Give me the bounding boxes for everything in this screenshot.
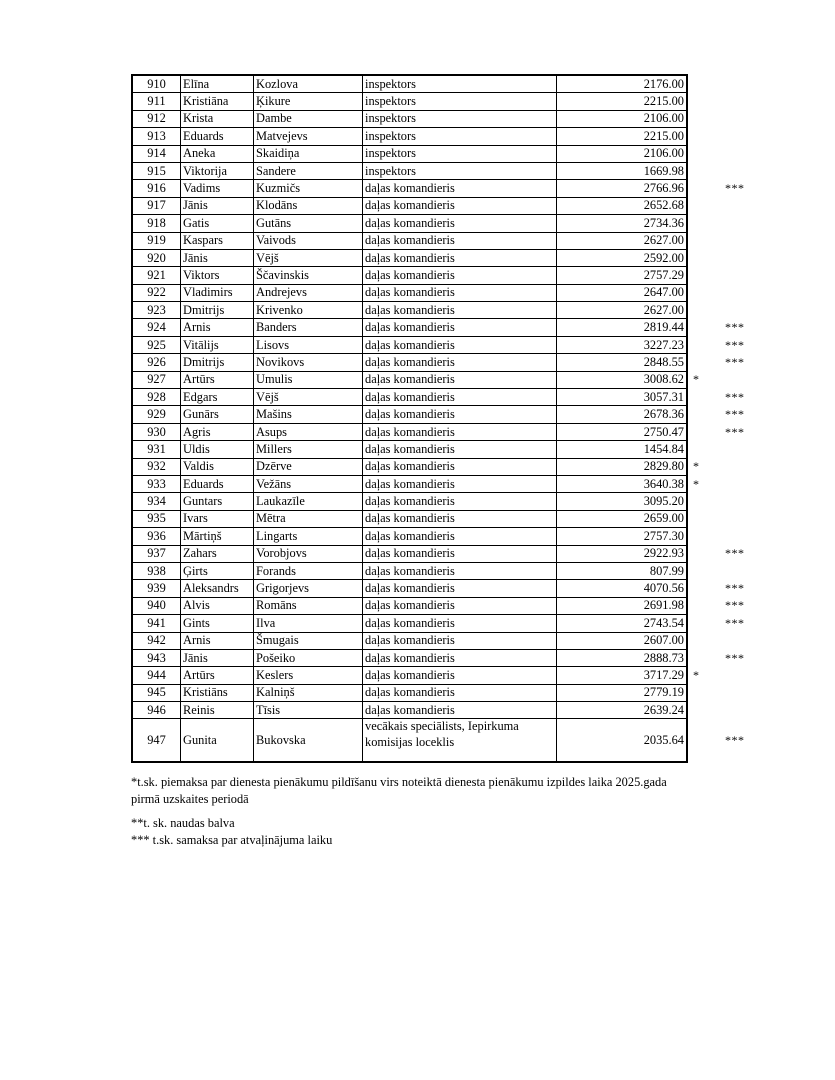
row-mark: ***	[725, 354, 745, 369]
last-name-cell: Klodāns	[254, 197, 363, 214]
first-name-cell: Agris	[181, 423, 254, 440]
last-name-cell: Romāns	[254, 597, 363, 614]
table-row	[132, 649, 687, 666]
row-number-cell: 940	[132, 597, 181, 614]
first-name-cell: Edgars	[181, 389, 254, 406]
table-row	[132, 215, 687, 232]
position-cell: daļas komandieris	[363, 284, 557, 301]
table-row	[132, 180, 687, 197]
row-number-cell: 929	[132, 406, 181, 423]
table-row	[132, 475, 687, 492]
amount-cell: 807.99	[557, 562, 688, 579]
row-mark: ***	[725, 389, 745, 404]
first-name-cell: Jānis	[181, 649, 254, 666]
amount-cell: 2592.00	[557, 249, 688, 266]
table-row	[132, 197, 687, 214]
amount-cell: 3057.31	[557, 389, 688, 406]
row-mark: ***	[725, 615, 745, 630]
position-cell: daļas komandieris	[363, 615, 557, 632]
table-row	[132, 562, 687, 579]
row-mark: ***	[725, 598, 745, 613]
row-number-cell: 923	[132, 302, 181, 319]
row-number-cell: 913	[132, 128, 181, 145]
amount-cell: 3717.29	[557, 667, 688, 684]
table-row	[132, 684, 687, 701]
last-name-cell: Skaidiņa	[254, 145, 363, 162]
first-name-cell: Reinis	[181, 702, 254, 719]
amount-cell: 2848.55	[557, 354, 688, 371]
amount-cell: 2627.00	[557, 232, 688, 249]
amount-cell: 3008.62	[557, 371, 688, 388]
row-mark: ***	[725, 650, 745, 665]
table-row	[132, 458, 687, 475]
row-number-cell: 924	[132, 319, 181, 336]
position-cell: daļas komandieris	[363, 667, 557, 684]
row-number-cell: 930	[132, 423, 181, 440]
table-row	[132, 667, 687, 684]
first-name-cell: Vadims	[181, 180, 254, 197]
table-row	[132, 371, 687, 388]
position-cell: daļas komandieris	[363, 249, 557, 266]
first-name-cell: Valdis	[181, 458, 254, 475]
amount-cell: 2766.96	[557, 180, 688, 197]
table-row	[132, 441, 687, 458]
first-name-cell: Gints	[181, 615, 254, 632]
row-mark: ***	[725, 181, 745, 196]
amount-cell: 2639.24	[557, 702, 688, 719]
position-cell: daļas komandieris	[363, 371, 557, 388]
row-mark: *	[693, 476, 699, 491]
table-row	[132, 267, 687, 284]
first-name-cell: Gunārs	[181, 406, 254, 423]
last-name-cell: Keslers	[254, 667, 363, 684]
last-name-cell: Vaivods	[254, 232, 363, 249]
position-cell: inspektors	[363, 93, 557, 110]
amount-cell: 2750.47	[557, 423, 688, 440]
row-number-cell: 911	[132, 93, 181, 110]
amount-cell: 2757.29	[557, 267, 688, 284]
salary-table	[131, 74, 688, 763]
amount-cell: 3640.38	[557, 475, 688, 492]
first-name-cell: Elīna	[181, 75, 254, 93]
footnote-vacation: *** t.sk. samaksa par atvaļinājuma laiku	[131, 833, 333, 847]
position-cell: daļas komandieris	[363, 406, 557, 423]
row-number-cell: 918	[132, 215, 181, 232]
position-cell: daļas komandieris	[363, 528, 557, 545]
row-number-cell: 937	[132, 545, 181, 562]
row-mark: *	[693, 372, 699, 387]
position-cell: daļas komandieris	[363, 475, 557, 492]
last-name-cell: Grigorjevs	[254, 580, 363, 597]
table-row	[132, 145, 687, 162]
table-row	[132, 302, 687, 319]
table-row	[132, 615, 687, 632]
table-row	[132, 632, 687, 649]
first-name-cell: Kristiāns	[181, 684, 254, 701]
first-name-cell: Vladimirs	[181, 284, 254, 301]
last-name-cell: Millers	[254, 441, 363, 458]
row-number-cell: 935	[132, 510, 181, 527]
amount-cell: 3227.23	[557, 336, 688, 353]
row-number-cell: 919	[132, 232, 181, 249]
position-cell: inspektors	[363, 110, 557, 127]
first-name-cell: Kaspars	[181, 232, 254, 249]
first-name-cell: Ivars	[181, 510, 254, 527]
row-number-cell: 910	[132, 75, 181, 93]
table-row	[132, 75, 687, 93]
last-name-cell: Vējš	[254, 249, 363, 266]
last-name-cell: Ķikure	[254, 93, 363, 110]
row-mark: ***	[725, 337, 745, 352]
first-name-cell: Artūrs	[181, 371, 254, 388]
table-row	[132, 528, 687, 545]
position-cell: daļas komandieris	[363, 632, 557, 649]
row-number-cell: 941	[132, 615, 181, 632]
row-number-cell: 942	[132, 632, 181, 649]
table-row	[132, 93, 687, 110]
amount-cell: 2652.68	[557, 197, 688, 214]
first-name-cell: Dmitrijs	[181, 302, 254, 319]
first-name-cell: Zahars	[181, 545, 254, 562]
position-cell: daļas komandieris	[363, 423, 557, 440]
position-cell: daļas komandieris	[363, 389, 557, 406]
last-name-cell: Mašins	[254, 406, 363, 423]
amount-cell: 2106.00	[557, 110, 688, 127]
position-cell: inspektors	[363, 145, 557, 162]
amount-cell: 2659.00	[557, 510, 688, 527]
row-number-cell: 932	[132, 458, 181, 475]
table-row	[132, 128, 687, 145]
row-mark: ***	[725, 733, 745, 748]
last-name-cell: Sandere	[254, 162, 363, 179]
position-cell: daļas komandieris	[363, 562, 557, 579]
amount-cell: 2176.00	[557, 75, 688, 93]
position-cell: daļas komandieris	[363, 649, 557, 666]
footnotes	[131, 774, 691, 856]
first-name-cell: Alvis	[181, 597, 254, 614]
table-row	[132, 719, 687, 763]
amount-cell: 2757.30	[557, 528, 688, 545]
last-name-cell: Vējš	[254, 389, 363, 406]
row-number-cell: 917	[132, 197, 181, 214]
first-name-cell: Arnis	[181, 319, 254, 336]
row-number-cell: 927	[132, 371, 181, 388]
first-name-cell: Eduards	[181, 475, 254, 492]
position-cell: daļas komandieris	[363, 336, 557, 353]
last-name-cell: Vorobjovs	[254, 545, 363, 562]
table-row	[132, 110, 687, 127]
row-mark: *	[693, 667, 699, 682]
row-number-cell: 943	[132, 649, 181, 666]
last-name-cell: Matvejevs	[254, 128, 363, 145]
first-name-cell: Dmitrijs	[181, 354, 254, 371]
amount-cell: 2691.98	[557, 597, 688, 614]
row-number-cell: 939	[132, 580, 181, 597]
row-number-cell: 934	[132, 493, 181, 510]
last-name-cell: Dambe	[254, 110, 363, 127]
row-number-cell: 925	[132, 336, 181, 353]
last-name-cell: Lisovs	[254, 336, 363, 353]
amount-cell: 3095.20	[557, 493, 688, 510]
row-mark: ***	[725, 581, 745, 596]
position-cell: inspektors	[363, 128, 557, 145]
last-name-cell: Andrejevs	[254, 284, 363, 301]
last-name-cell: Laukazīle	[254, 493, 363, 510]
position-cell: daļas komandieris	[363, 458, 557, 475]
row-mark: *	[693, 459, 699, 474]
table-row	[132, 249, 687, 266]
table-row	[132, 423, 687, 440]
table-row	[132, 493, 687, 510]
row-number-cell: 912	[132, 110, 181, 127]
amount-cell: 1454.84	[557, 441, 688, 458]
first-name-cell: Guntars	[181, 493, 254, 510]
row-mark: ***	[725, 407, 745, 422]
table-row	[132, 597, 687, 614]
position-cell: daļas komandieris	[363, 702, 557, 719]
amount-cell: 2627.00	[557, 302, 688, 319]
first-name-cell: Ģirts	[181, 562, 254, 579]
row-number-cell: 920	[132, 249, 181, 266]
position-cell: daļas komandieris	[363, 215, 557, 232]
amount-cell: 2922.93	[557, 545, 688, 562]
row-number-cell: 944	[132, 667, 181, 684]
amount-cell: 2647.00	[557, 284, 688, 301]
last-name-cell: Tīsis	[254, 702, 363, 719]
salary-table-body	[132, 75, 687, 762]
amount-cell: 2106.00	[557, 145, 688, 162]
position-cell: daļas komandieris	[363, 197, 557, 214]
first-name-cell: Eduards	[181, 128, 254, 145]
last-name-cell: Kozlova	[254, 75, 363, 93]
last-name-cell: Krivenko	[254, 302, 363, 319]
amount-cell: 2607.00	[557, 632, 688, 649]
row-number-cell: 921	[132, 267, 181, 284]
position-cell: daļas komandieris	[363, 267, 557, 284]
first-name-cell: Arnis	[181, 632, 254, 649]
footnote-overtime: *t.sk. piemaksa par dienesta pienākumu pildīšanu virs noteiktā dienesta pienākumu izpildes laika 2025.gada pirmā uzskaites periodā	[131, 775, 667, 806]
amount-cell: 2829.80	[557, 458, 688, 475]
position-cell: daļas komandieris	[363, 319, 557, 336]
first-name-cell: Uldis	[181, 441, 254, 458]
first-name-cell: Gatis	[181, 215, 254, 232]
last-name-cell: Vežāns	[254, 475, 363, 492]
position-cell: daļas komandieris	[363, 441, 557, 458]
footnote-bonus: **t. sk. naudas balva	[131, 816, 235, 830]
row-number-cell: 926	[132, 354, 181, 371]
position-cell: vecākais speciālists, Iepirkuma komisijas loceklis	[363, 719, 557, 763]
row-number-cell: 915	[132, 162, 181, 179]
row-number-cell: 945	[132, 684, 181, 701]
last-name-cell: Pošeiko	[254, 649, 363, 666]
table-row	[132, 232, 687, 249]
last-name-cell: Novikovs	[254, 354, 363, 371]
last-name-cell: Kalniņš	[254, 684, 363, 701]
first-name-cell: Viktors	[181, 267, 254, 284]
position-cell: daļas komandieris	[363, 545, 557, 562]
first-name-cell: Krista	[181, 110, 254, 127]
position-cell: daļas komandieris	[363, 302, 557, 319]
row-number-cell: 936	[132, 528, 181, 545]
table-row	[132, 406, 687, 423]
last-name-cell: Kuzmičs	[254, 180, 363, 197]
first-name-cell: Gunita	[181, 719, 254, 763]
position-cell: daļas komandieris	[363, 580, 557, 597]
last-name-cell: Umulis	[254, 371, 363, 388]
last-name-cell: Šmugais	[254, 632, 363, 649]
row-mark: ***	[725, 424, 745, 439]
first-name-cell: Aleksandrs	[181, 580, 254, 597]
amount-cell: 2215.00	[557, 93, 688, 110]
row-number-cell: 914	[132, 145, 181, 162]
table-row	[132, 580, 687, 597]
table-row	[132, 284, 687, 301]
row-number-cell: 946	[132, 702, 181, 719]
first-name-cell: Viktorija	[181, 162, 254, 179]
position-cell: inspektors	[363, 75, 557, 93]
table-row	[132, 510, 687, 527]
amount-cell: 2888.73	[557, 649, 688, 666]
position-cell: daļas komandieris	[363, 684, 557, 701]
last-name-cell: Ščavinskis	[254, 267, 363, 284]
amount-cell: 1669.98	[557, 162, 688, 179]
row-number-cell: 947	[132, 719, 181, 763]
position-cell: daļas komandieris	[363, 493, 557, 510]
first-name-cell: Jānis	[181, 197, 254, 214]
amount-cell: 2734.36	[557, 215, 688, 232]
row-number-cell: 933	[132, 475, 181, 492]
position-cell: inspektors	[363, 162, 557, 179]
position-cell: daļas komandieris	[363, 354, 557, 371]
last-name-cell: Gutāns	[254, 215, 363, 232]
table-row	[132, 336, 687, 353]
position-cell: daļas komandieris	[363, 597, 557, 614]
last-name-cell: Mētra	[254, 510, 363, 527]
position-cell: daļas komandieris	[363, 232, 557, 249]
row-mark: ***	[725, 546, 745, 561]
last-name-cell: Dzērve	[254, 458, 363, 475]
row-number-cell: 938	[132, 562, 181, 579]
last-name-cell: Bukovska	[254, 719, 363, 763]
amount-cell: 2743.54	[557, 615, 688, 632]
table-row	[132, 354, 687, 371]
first-name-cell: Vitālijs	[181, 336, 254, 353]
row-number-cell: 931	[132, 441, 181, 458]
amount-cell: 2035.64	[557, 719, 688, 763]
first-name-cell: Artūrs	[181, 667, 254, 684]
table-row	[132, 389, 687, 406]
first-name-cell: Mārtiņš	[181, 528, 254, 545]
first-name-cell: Jānis	[181, 249, 254, 266]
table-row	[132, 702, 687, 719]
table-row	[132, 545, 687, 562]
first-name-cell: Aneka	[181, 145, 254, 162]
last-name-cell: Ilva	[254, 615, 363, 632]
position-cell: daļas komandieris	[363, 510, 557, 527]
amount-cell: 2779.19	[557, 684, 688, 701]
row-number-cell: 922	[132, 284, 181, 301]
row-number-cell: 928	[132, 389, 181, 406]
amount-cell: 2819.44	[557, 319, 688, 336]
amount-cell: 4070.56	[557, 580, 688, 597]
amount-cell: 2678.36	[557, 406, 688, 423]
row-mark: ***	[725, 320, 745, 335]
row-number-cell: 916	[132, 180, 181, 197]
table-row	[132, 319, 687, 336]
last-name-cell: Asups	[254, 423, 363, 440]
amount-cell: 2215.00	[557, 128, 688, 145]
last-name-cell: Lingarts	[254, 528, 363, 545]
table-row	[132, 162, 687, 179]
position-cell: daļas komandieris	[363, 180, 557, 197]
last-name-cell: Banders	[254, 319, 363, 336]
last-name-cell: Forands	[254, 562, 363, 579]
first-name-cell: Kristiāna	[181, 93, 254, 110]
